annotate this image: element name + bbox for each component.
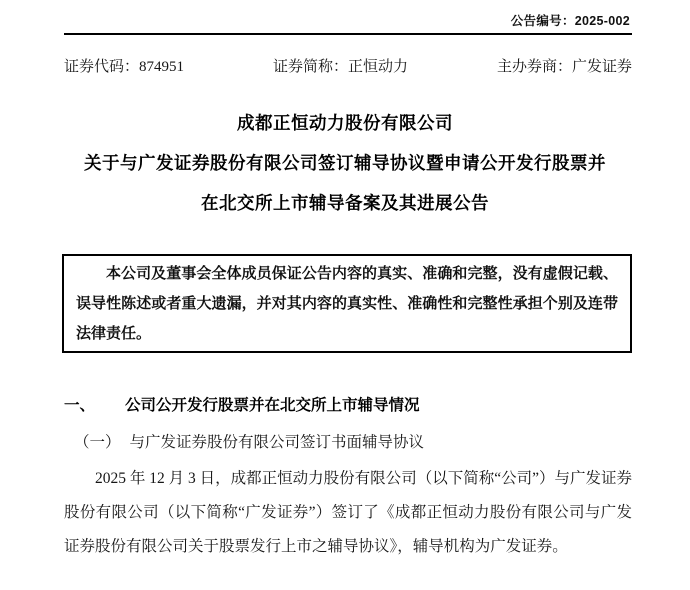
subsection-1-1-heading [64, 432, 632, 454]
disclaimer-box [62, 254, 632, 353]
section-1-number: 一、 [64, 397, 96, 414]
disclaimer-text: 本公司及董事会全体成员保证公告内容的真实、准确和完整，没有虚假记载、误导性陈述或者重大遗漏，并对其内容的真实性、准确性和完整性承担个别及连带法律责任。 [76, 266, 618, 342]
header-divider-line [64, 33, 632, 35]
securities-info-row [64, 55, 632, 76]
document-title-line3: 在北交所上市辅导备案及其进展公告 [201, 193, 489, 213]
stock-code-label: 证券代码： [64, 59, 140, 75]
document-title [0, 103, 690, 223]
document-title-line1: 成都正恒动力股份有限公司 [237, 113, 453, 133]
stock-short-name [273, 55, 408, 76]
document-title-line2: 关于与广发证券股份有限公司签订辅导协议暨申请公开发行股票并 [84, 153, 606, 173]
subsection-1-1-number: （一） [74, 434, 121, 451]
announcement-number [0, 0, 690, 29]
sponsor-broker-label: 主办券商： [496, 59, 572, 75]
stock-code [64, 55, 184, 76]
sponsor-broker [497, 55, 632, 76]
section-1-heading [64, 395, 632, 417]
sponsor-broker-value: 广发证券 [571, 59, 632, 75]
subsection-1-1-heading-text: 与广发证券股份有限公司签订书面辅导协议 [129, 434, 425, 451]
stock-code-value: 874951 [139, 59, 185, 75]
section-1-heading-text: 公司公开发行股票并在北交所上市辅导情况 [125, 397, 420, 414]
stock-short-name-label: 证券简称： [272, 59, 348, 75]
announcement-number-label: 公告编号： [510, 14, 575, 28]
stock-short-name-value: 正恒动力 [347, 59, 408, 75]
section-1-1-paragraph: 2025 年 12 月 3 日，成都正恒动力股份有限公司（以下简称“公司”）与广发证券股份有限公司（以下简称“广发证券”）签订了《成都正恒动力股份有限公司与广发证券股份有限公司关于股票发行上市之辅导协议》，辅导机构为广发证券。 [64, 470, 632, 555]
announcement-number-value: 2025-002 [574, 14, 630, 28]
